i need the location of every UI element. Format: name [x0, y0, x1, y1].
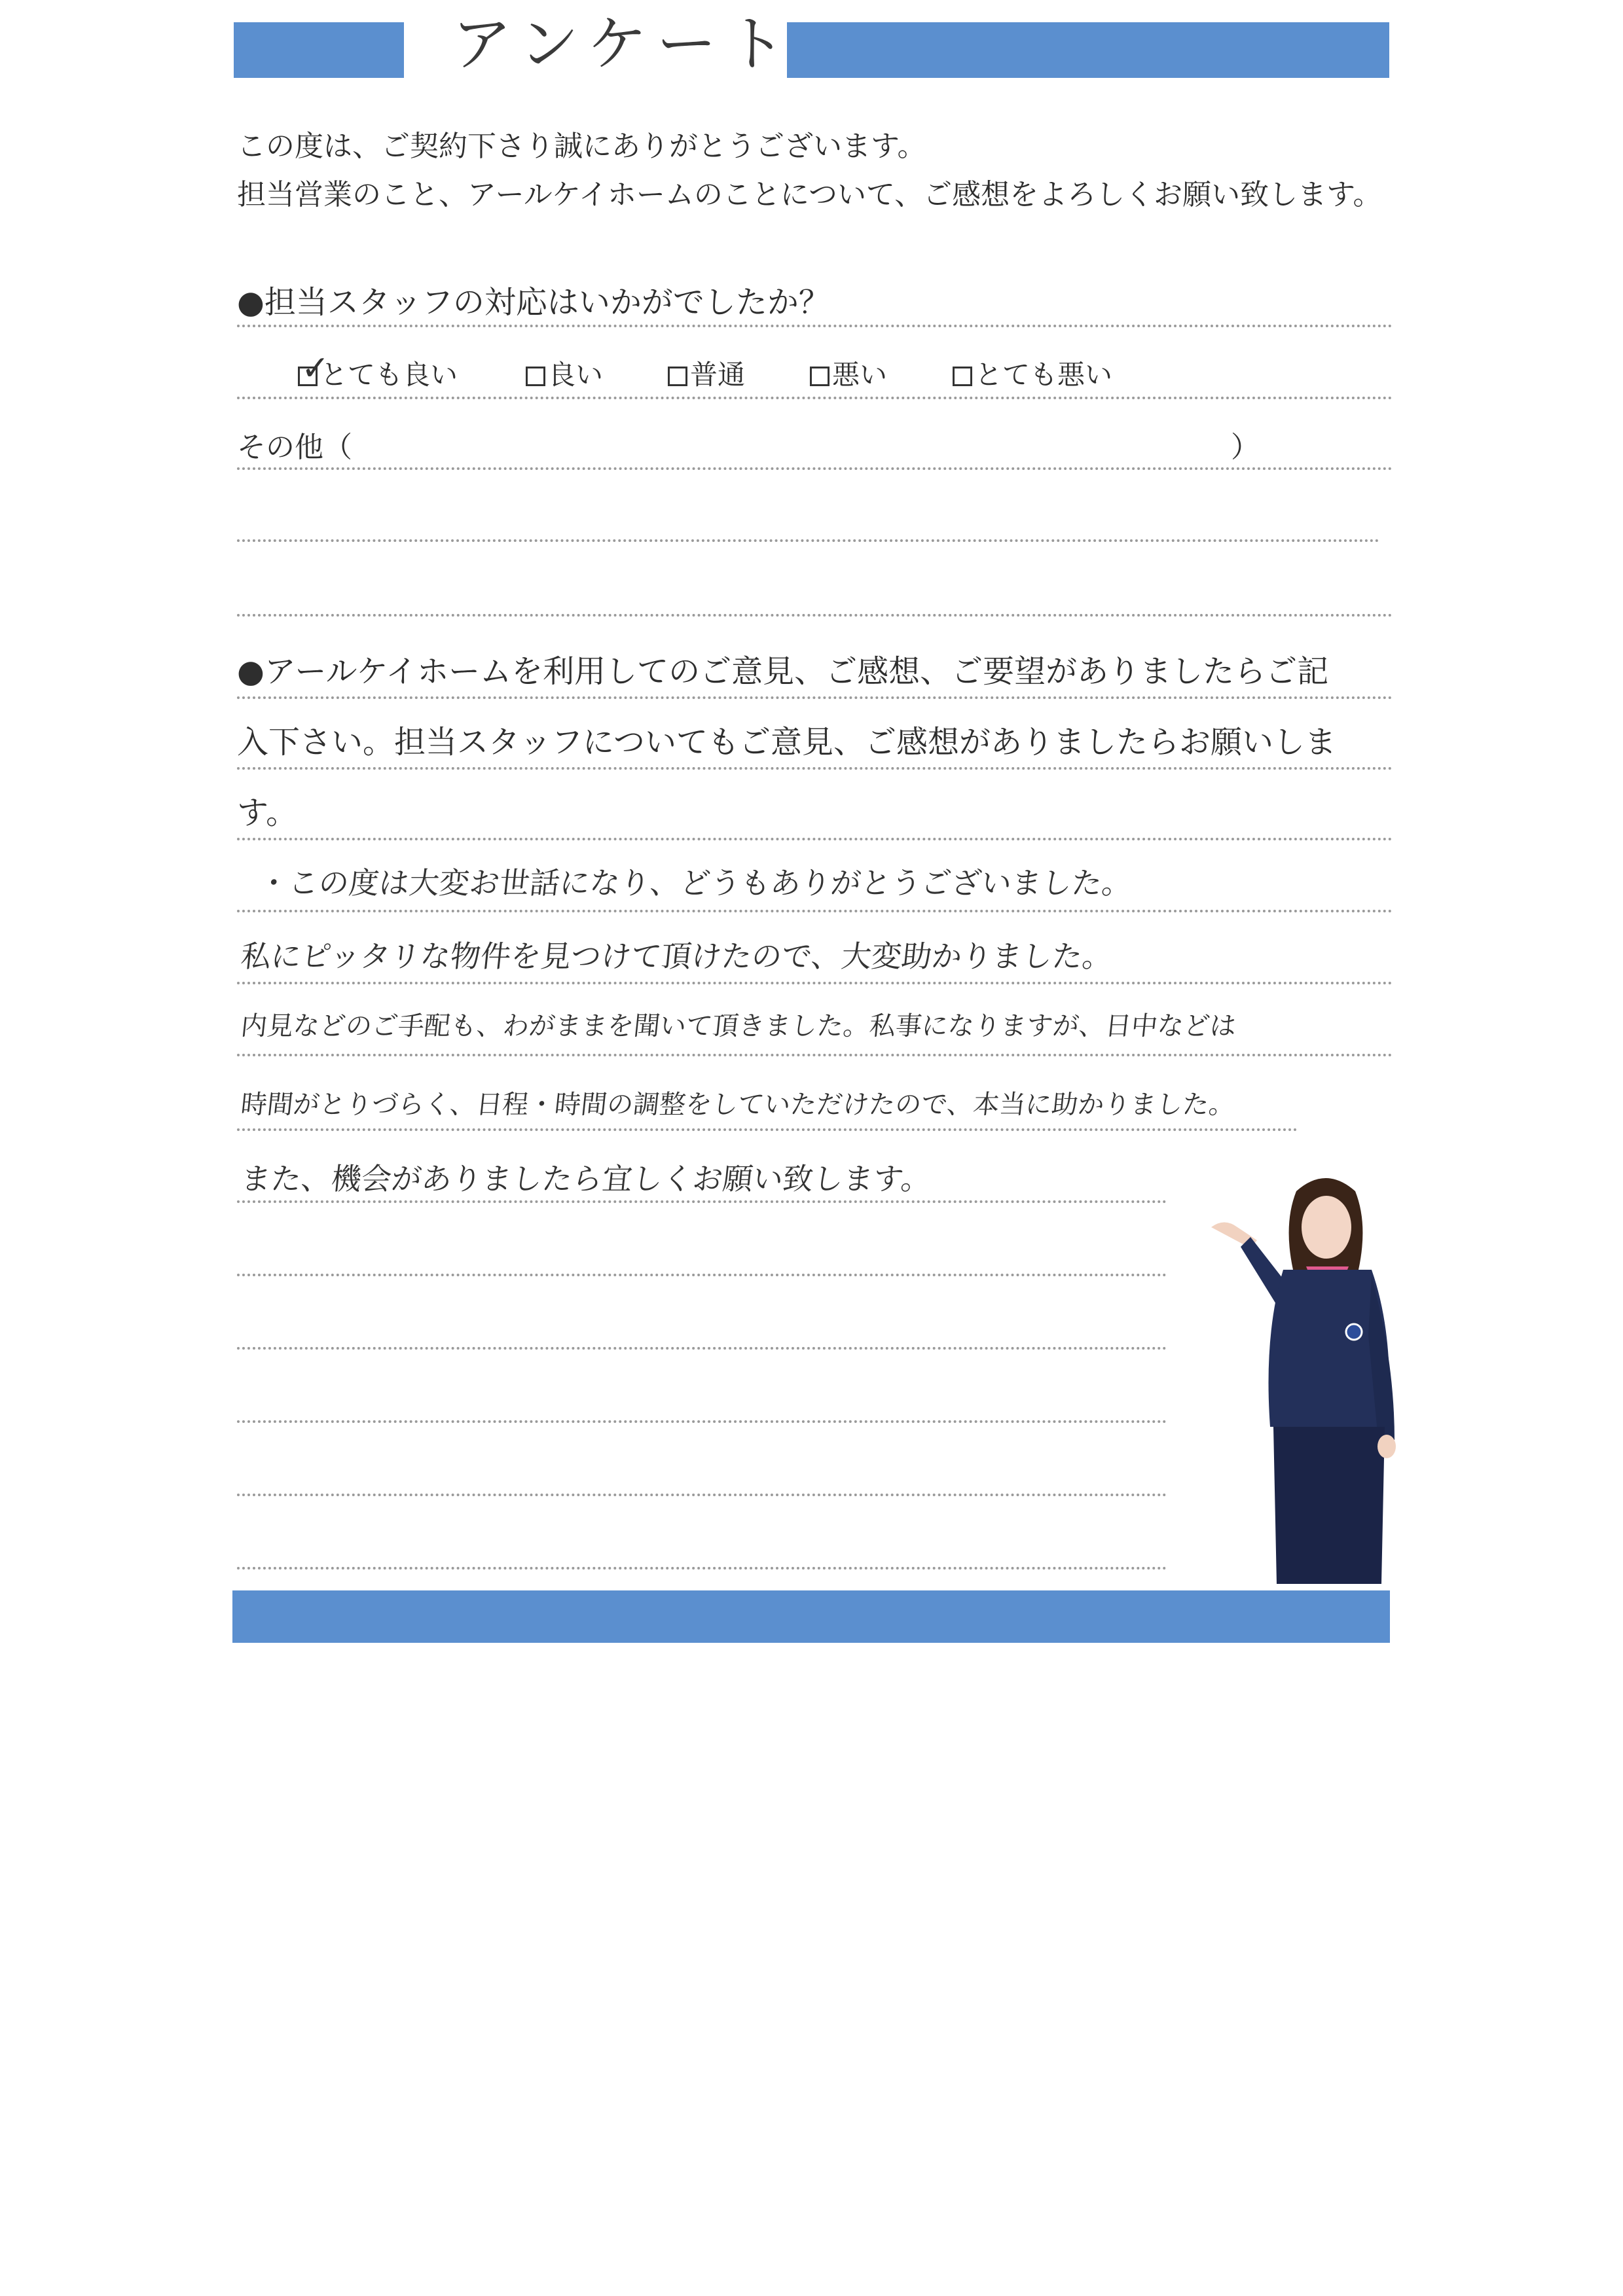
intro-line-1: この度は、ご契約下さり誠にありがとうございます。: [237, 130, 926, 163]
answer-line: [237, 982, 1393, 984]
divider: [237, 614, 1393, 617]
other-input-line[interactable]: [237, 467, 1393, 470]
option-label: とても悪い: [975, 359, 1113, 391]
divider: [237, 838, 1393, 840]
header-bar-left: [234, 22, 404, 78]
answer-line: [237, 1054, 1393, 1056]
face-shape: [1302, 1196, 1351, 1259]
check-mark-icon: ✓: [301, 349, 330, 388]
option-average[interactable]: [668, 361, 745, 389]
answer-line-4: 時間がとりづらく、日程・時間の調整をしていただけたので、本当に助かりました。: [239, 1090, 1237, 1120]
option-very-bad[interactable]: [953, 361, 1112, 389]
footer-bar: [232, 1590, 1390, 1643]
answer-line-1: ・この度は大変お世話になり、どうもありがとうございました。: [257, 865, 1134, 901]
page-title: アンケート: [452, 9, 795, 79]
divider: [237, 696, 1393, 699]
option-label: 普通: [690, 359, 746, 391]
checkbox[interactable]: [526, 367, 545, 386]
option-very-good[interactable]: [298, 349, 458, 391]
checkbox[interactable]: [810, 367, 830, 386]
answer-line-5: また、機会がありましたら宜しくお願い致します。: [239, 1161, 934, 1196]
answer-line-2: 私にピッタリな物件を見つけて頂けたので、大変助かりました。: [239, 939, 1115, 974]
checkbox[interactable]: [953, 367, 972, 386]
divider: [237, 767, 1393, 770]
question-2-line-2: 入下さい。担当スタッフについてもご意見、ご感想がありましたらお願いしま: [237, 724, 1337, 761]
answer-line: [237, 1274, 1167, 1276]
answer-line-3: 内見などのご手配も、わがままを聞いて頂きました。私事になりますが、日中などは: [239, 1011, 1238, 1041]
divider: [237, 325, 1393, 327]
intro-line-2: 担当営業のこと、アールケイホームのことについて、ご感想をよろしくお願い致します。: [237, 178, 1382, 211]
skirt-shape: [1273, 1427, 1385, 1584]
other-label: その他（: [237, 431, 352, 464]
checkbox[interactable]: [298, 349, 330, 388]
staff-illustration: [1198, 1165, 1408, 1590]
option-bad[interactable]: [810, 361, 887, 389]
hand-shape: [1377, 1435, 1396, 1458]
divider: [237, 397, 1393, 399]
checkbox[interactable]: [668, 367, 687, 386]
other-close: ）: [1231, 431, 1260, 464]
answer-line: [237, 910, 1393, 912]
answer-line: [237, 1200, 1167, 1203]
option-label: 良い: [548, 359, 604, 391]
question-1-text: ●担当スタッフの対応はいかがでしたか？: [237, 284, 830, 321]
option-good[interactable]: [526, 361, 603, 389]
question-2-line-3: す。: [237, 795, 298, 831]
question-2-line-1: ●アールケイホームを利用してのご意見、ご感想、ご要望がありましたらご記: [237, 653, 1329, 690]
answer-line: [237, 1567, 1167, 1570]
option-label: とても良い: [320, 359, 458, 391]
header-bar-right: [787, 22, 1389, 78]
option-label: 悪い: [832, 359, 888, 391]
answer-line: [237, 1420, 1167, 1423]
divider: [237, 539, 1379, 542]
answer-line: [237, 1347, 1167, 1350]
answer-line: [237, 1128, 1298, 1131]
answer-line: [237, 1494, 1167, 1496]
badge-icon: [1346, 1324, 1362, 1340]
